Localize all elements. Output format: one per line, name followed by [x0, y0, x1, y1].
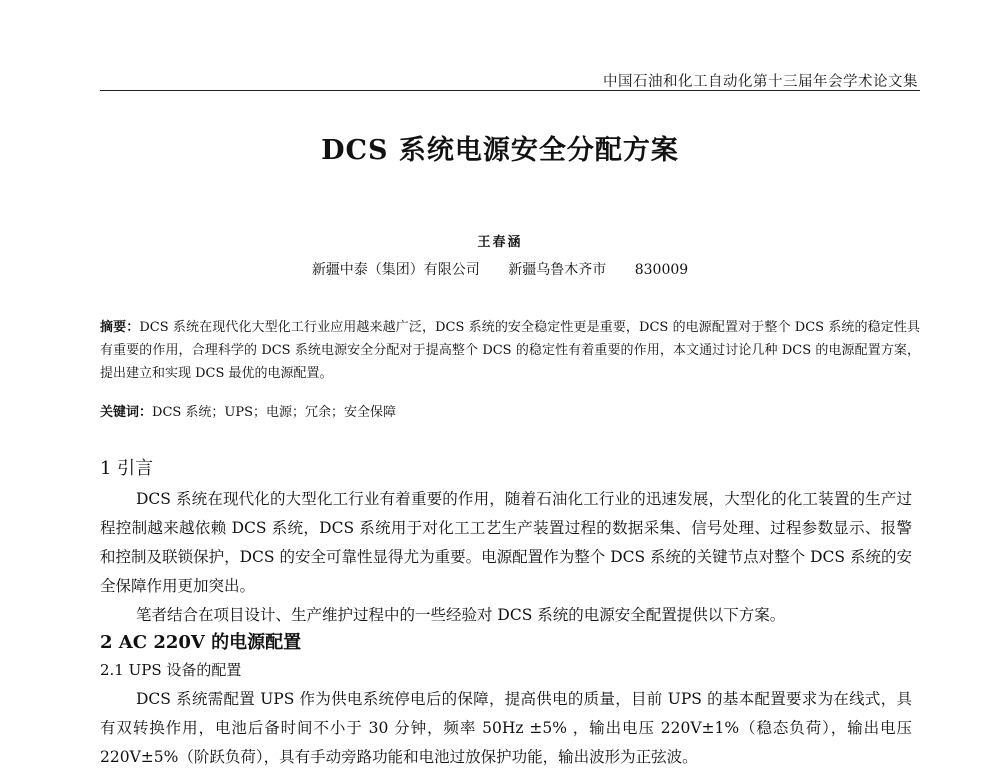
affiliation-city: 新疆乌鲁木齐市	[508, 262, 607, 278]
keywords	[100, 401, 396, 420]
section-1-paragraph-2: 笔者结合在项目设计、生产维护过程中的一些经验对 DCS 系统的电源安全配置提供以下方案。	[136, 606, 786, 624]
paper-title: DCS 系统电源安全分配方案	[321, 135, 679, 166]
keywords-label: 关键词：	[100, 405, 153, 420]
running-head: 中国石油和化工自动化第十三届年会学术论文集	[603, 74, 918, 90]
affiliation	[0, 259, 1000, 279]
author-name: 王春涵	[477, 235, 523, 250]
keywords-text: DCS 系统；UPS；电源；冗余；安全保障	[152, 405, 397, 420]
section-1-paragraph-1: DCS 系统在现代化的大型化工行业有着重要的作用，随着石油化工行业的迅速发展，大型化的化工装置的生产过程控制越来越依赖 DCS 系统，DCS 系统用于对化工工艺生产装置过程的数据采集、信号处理、过程参数显示、报警和控制及联锁保护，DCS 的安全可靠性显得尤为重要。电源配置作为整个 DCS 系统的关键节点对整个 DCS 系统的安全保障作用更加突出。	[100, 490, 912, 595]
section-2-paragraph-1: DCS 系统需配置 UPS 作为供电系统停电后的保障，提高供电的质量，目前 UPS 的基本配置要求为在线式，具有双转换作用，电池后备时间不小于 30 分钟，频率 50Hz ±5% ，输出电压 220V±1%（稳态负荷），输出电压 220V±5%（阶跃负荷），具有手动旁路功能和电池过放保护功能，输出波形为正弦波。	[100, 690, 912, 766]
abstract	[100, 316, 920, 385]
abstract-text: DCS 系统在现代化大型化工行业应用越来越广泛，DCS 系统的安全稳定性更是重要，DCS 的电源配置对于整个 DCS 系统的稳定性具有重要的作用，合理科学的 DCS 系统电源安全分配对于提高整个 DCS 的稳定性有着重要的作用，本文通过讨论几种 DCS 的电源配置方案，提出建立和实现 DCS 最优的电源配置。	[100, 320, 920, 381]
header-rule	[100, 90, 920, 91]
abstract-label: 摘要：	[100, 320, 140, 335]
section-2-1-heading: 2.1 UPS 设备的配置	[100, 661, 242, 679]
affiliation-postcode: 830009	[634, 262, 689, 278]
section-2-heading: 2 AC 220V 的电源配置	[100, 632, 302, 653]
affiliation-org: 新疆中泰（集团）有限公司	[311, 262, 480, 278]
section-1-heading: 1 引言	[100, 458, 154, 479]
